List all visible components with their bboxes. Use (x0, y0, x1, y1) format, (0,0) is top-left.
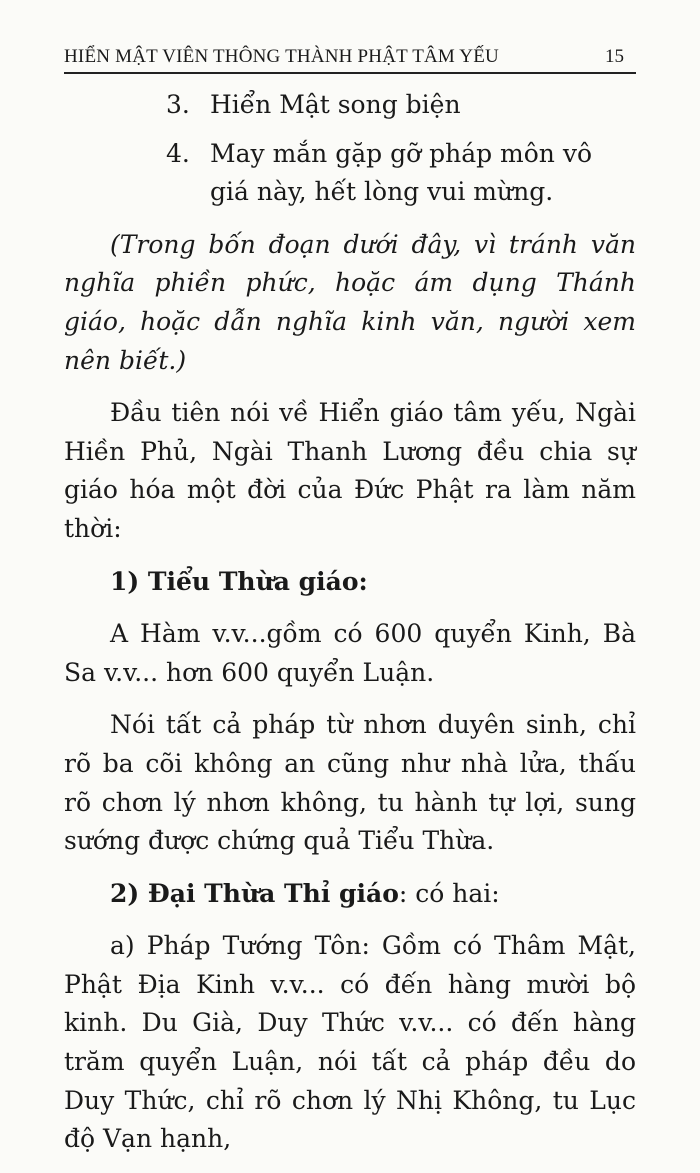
header-title: HIỂN MẬT VIÊN THÔNG THÀNH PHẬT TÂM YẾU (64, 46, 499, 67)
page-body (64, 86, 636, 1173)
running-header (64, 44, 636, 74)
section1-paragraph-2: Nói tất cả pháp từ nhơn duyên sinh, chỉ rõ ba cõi không an cũng như nhà lửa, thấu rõ chơn lý nhơn không, tu hành tự lợi, sung sướng được chứng quả Tiểu Thừa. (64, 710, 636, 856)
list-text: May mắn gặp gỡ pháp môn vô giá này, hết lòng vui mừng. (210, 138, 593, 207)
list-text: Hiển Mật song biện (210, 90, 461, 119)
section1-paragraph-1: A Hàm v.v...gồm có 600 quyển Kinh, Bà Sa v.v... hơn 600 quyển Luận. (64, 619, 636, 687)
section-heading-2 (64, 875, 636, 914)
page-number: 15 (605, 46, 624, 67)
intro-paragraph: Đầu tiên nói về Hiển giáo tâm yếu, Ngài Hiền Phủ, Ngài Thanh Lương đều chia sự giáo hóa một đời của Đức Phật ra làm năm thời: (64, 398, 636, 543)
section-heading-1: 1) Tiểu Thừa giáo: (110, 566, 368, 596)
list-item (64, 86, 636, 125)
list-number: 4. (166, 138, 190, 168)
section-heading-2-label: 2) Đại Thừa Thỉ giáo (110, 878, 399, 908)
section-heading-2-suffix: : có hai: (398, 878, 500, 908)
list-item (64, 135, 636, 212)
list-number: 3. (166, 90, 190, 119)
note-paragraph: (Trong bốn đoạn dưới đây, vì tránh văn nghĩa phiền phức, hoặc ám dụng Thánh giáo, hoặc dẫn nghĩa kinh văn, người xem nên biết.) (64, 229, 636, 375)
section2-paragraph-1: a) Pháp Tướng Tôn: Gồm có Thâm Mật, Phật Địa Kinh v.v... có đến hàng mười bộ kinh. Du Già, Duy Thức v.v... có đến hàng trăm quyển Luận, nói tất cả pháp đều do Duy Thức, chỉ rõ chơn lý Nhị Không, tu Lục độ Vạn hạnh, (64, 931, 636, 1154)
